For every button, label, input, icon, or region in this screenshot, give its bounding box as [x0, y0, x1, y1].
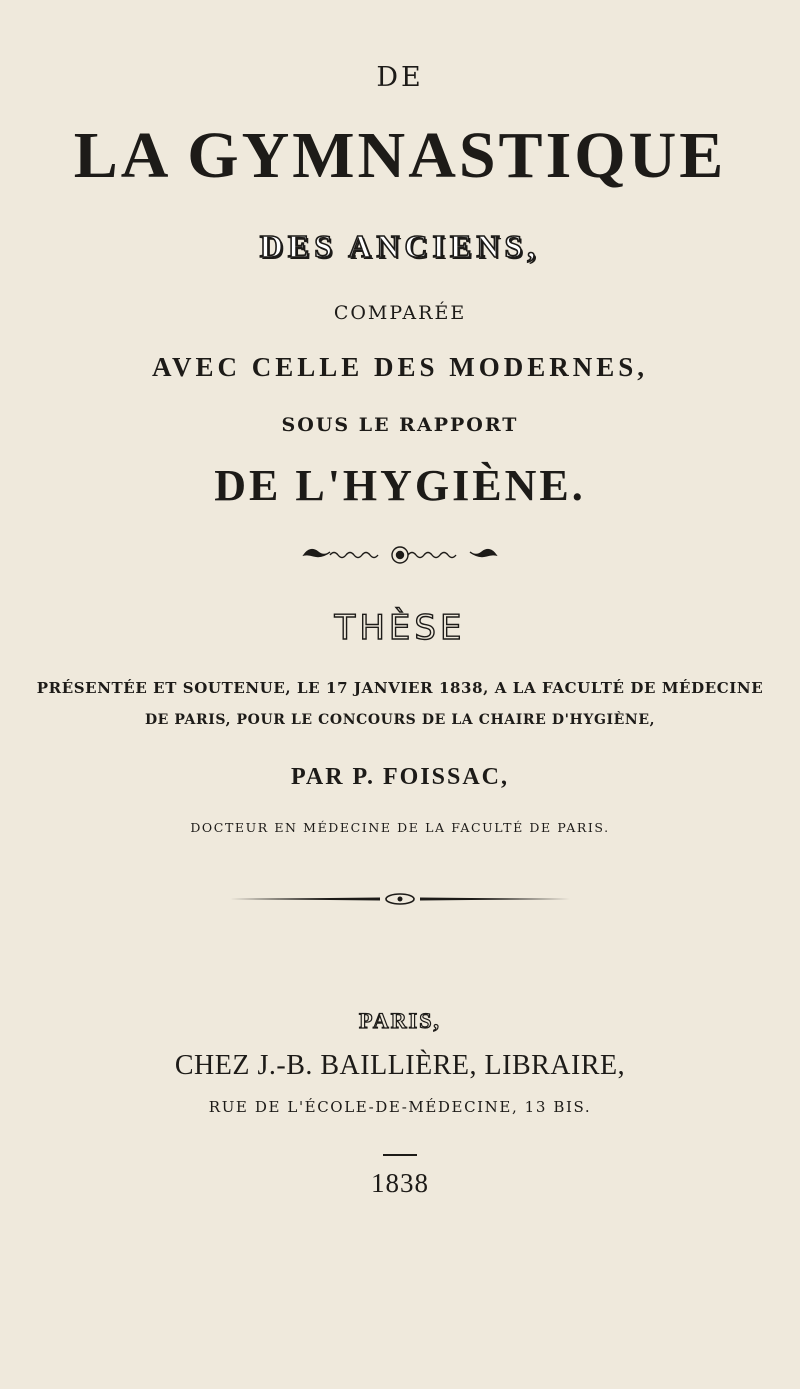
imprint-city: PARIS, — [359, 1008, 441, 1033]
ornamental-rule-icon — [0, 542, 800, 568]
title-de: DE — [376, 62, 424, 93]
these-heading: THÈSE — [334, 608, 466, 648]
imprint-year: 1838 — [371, 1168, 429, 1198]
subtitle-hygiene: DE L'HYGIÈNE. — [214, 461, 586, 510]
divider — [383, 1154, 417, 1156]
subtitle-avec: AVEC CELLE DES MODERNES, — [151, 352, 649, 382]
subtitle-sous: SOUS LE RAPPORT — [281, 414, 519, 436]
main-title: LA GYMNASTIQUE — [73, 119, 727, 192]
presentation-line-1: PRÉSENTÉE ET SOUTENUE, LE 17 JANVIER 1838, A LA FACULTÉ DE MÉDECINE — [36, 679, 764, 697]
subtitle-comparee: COMPARÉE — [333, 302, 467, 324]
tapered-rule-icon — [0, 890, 800, 908]
presentation-line-2: DE PARIS, POUR LE CONCOURS DE LA CHAIRE D'HYGIÈNE, — [144, 712, 656, 728]
subtitle-des-anciens: DES ANCIENS, — [259, 228, 541, 264]
imprint-address: RUE DE L'ÉCOLE-DE-MÉDECINE, 13 BIS. — [208, 1098, 592, 1116]
author-title: DOCTEUR EN MÉDECINE DE LA FACULTÉ DE PARIS. — [190, 820, 610, 835]
author-name: PAR P. FOISSAC, — [290, 764, 510, 790]
imprint-publisher: CHEZ J.-B. BAILLIÈRE, LIBRAIRE, — [174, 1050, 626, 1081]
